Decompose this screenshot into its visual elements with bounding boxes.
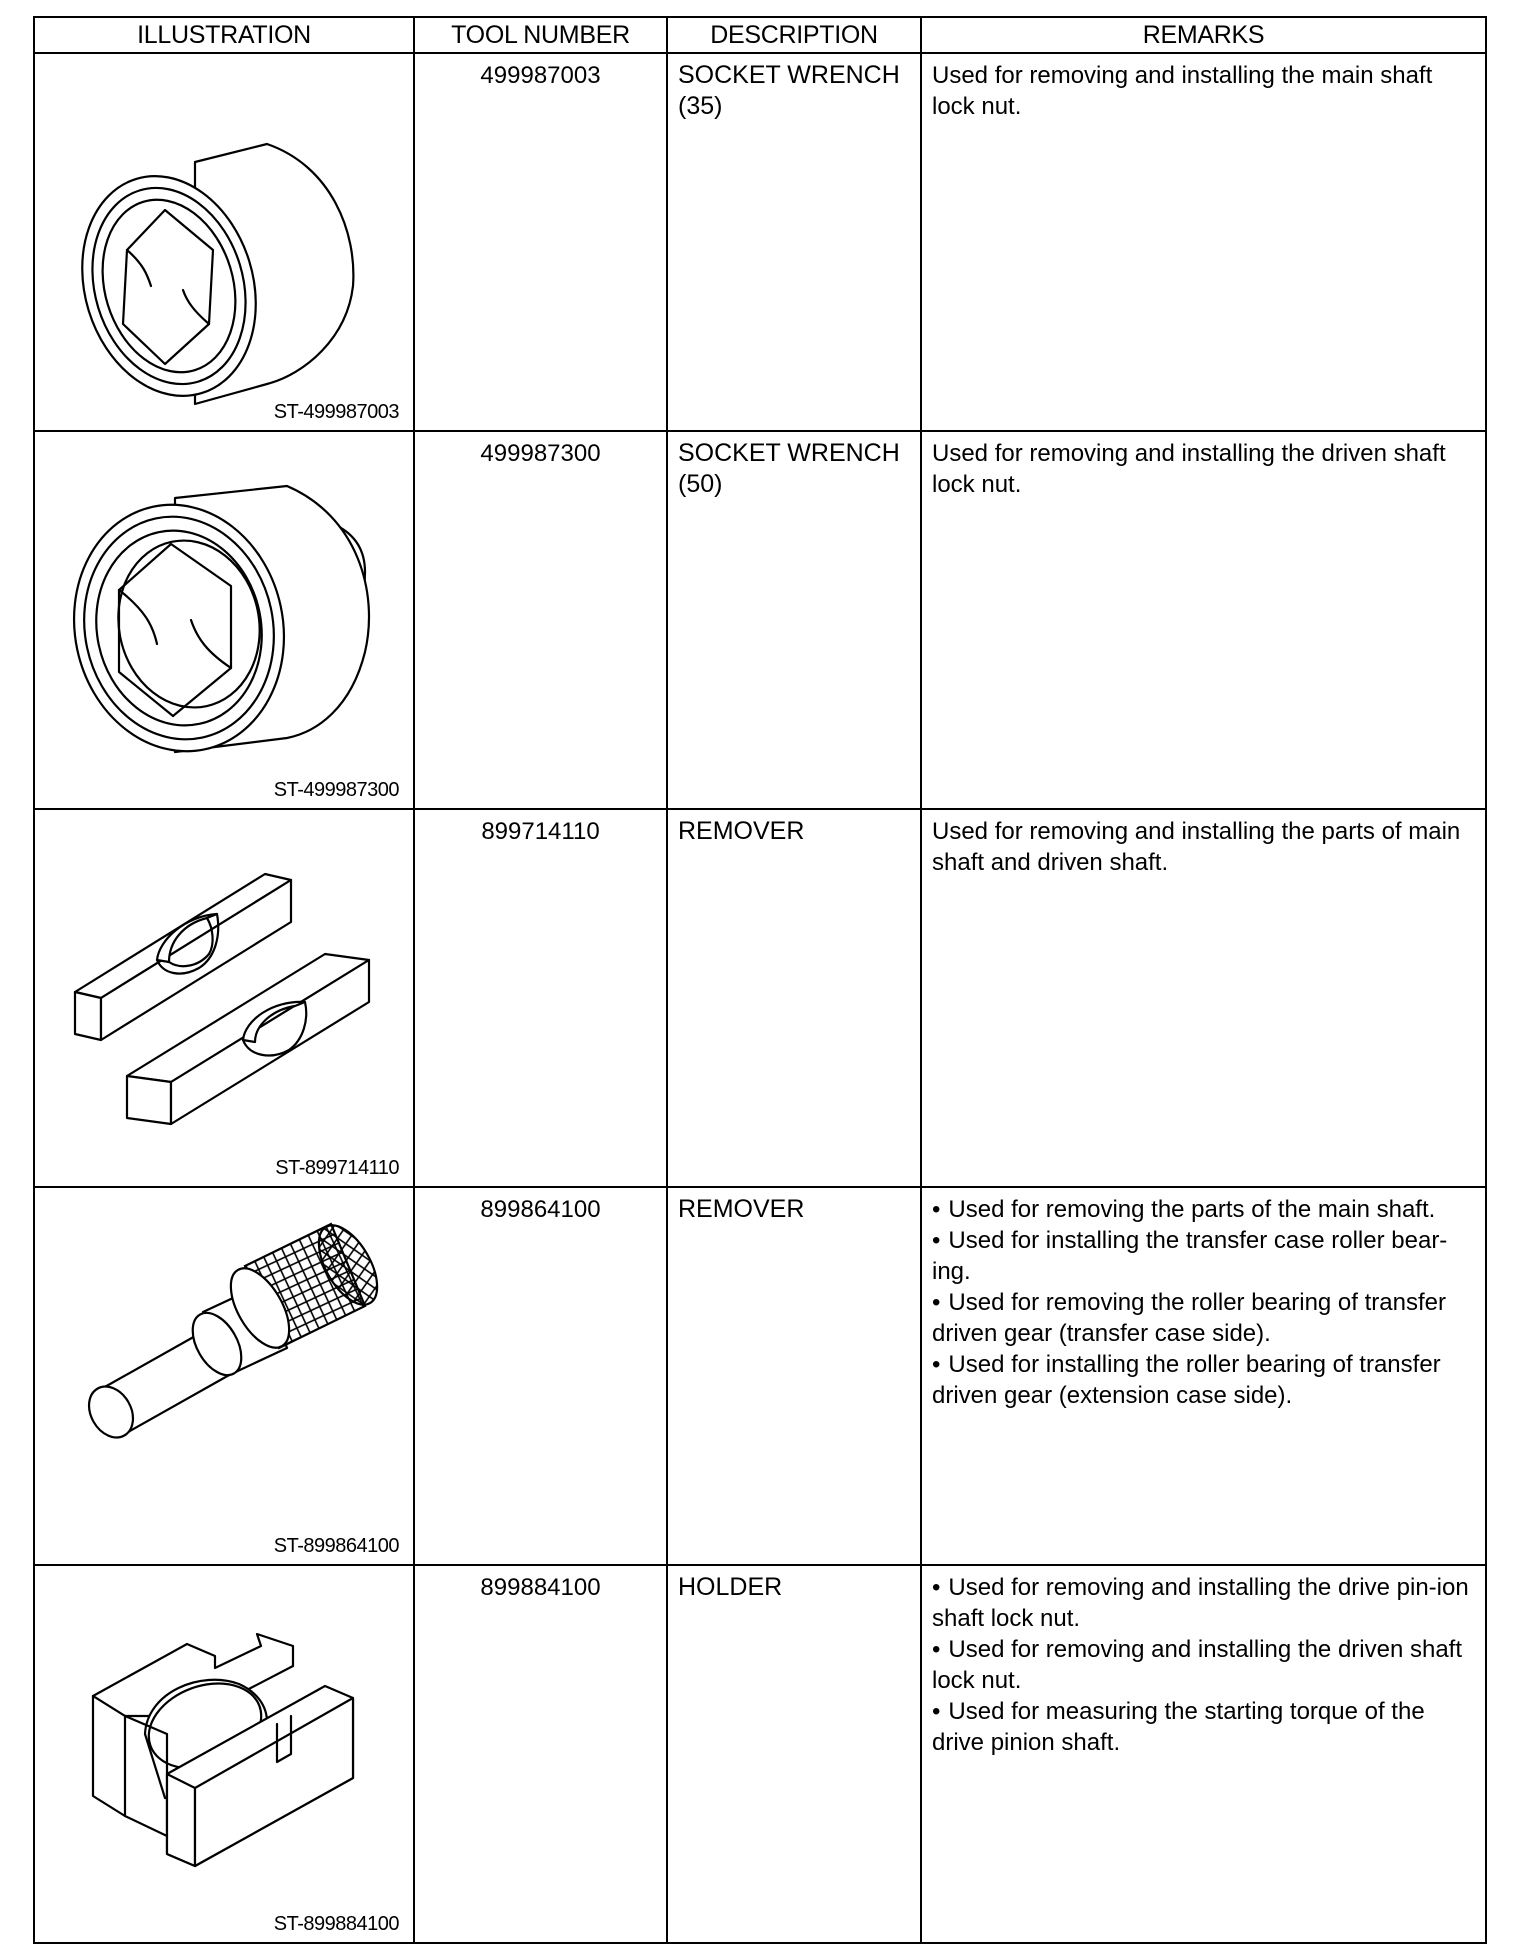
table-row [34, 809, 1486, 1187]
table-row [34, 53, 1486, 431]
header-illustration: ILLUSTRATION [34, 17, 414, 53]
remover-knurled-icon [35, 1188, 413, 1556]
illustration-label: ST-899864100 [273, 1535, 399, 1557]
tool-description: SOCKET WRENCH (50) [667, 431, 921, 809]
remark-item: • Used for installing the transfer case roller bear-ing. [932, 1227, 1448, 1285]
tool-number: 899864100 [414, 1187, 667, 1565]
tool-description: REMOVER [667, 1187, 921, 1565]
illustration-cell [34, 1565, 414, 1943]
tool-remarks [921, 431, 1486, 809]
tool-number: 499987003 [414, 53, 667, 431]
table-header-row [34, 17, 1486, 53]
tool-description: SOCKET WRENCH (35) [667, 53, 921, 431]
remark-text: Used for removing and installing the parts of main shaft and driven shaft. [932, 818, 1461, 876]
remark-text: Used for removing and installing the main shaft lock nut. [932, 62, 1433, 120]
bullet-icon: • [932, 1698, 941, 1725]
bullet-icon: • [932, 1289, 941, 1316]
remark-item: • Used for removing and installing the driven shaft lock nut. [932, 1636, 1463, 1694]
remark-item: • Used for measuring the starting torque of the drive pinion shaft. [932, 1698, 1425, 1756]
illustration-label: ST-499987003 [273, 401, 399, 423]
special-tools-table [33, 16, 1487, 1944]
illustration-label: ST-499987300 [273, 779, 399, 801]
tool-description: HOLDER [667, 1565, 921, 1943]
illustration-cell [34, 431, 414, 809]
header-remarks: REMARKS [921, 17, 1486, 53]
remark-item: • Used for removing the parts of the main shaft. [932, 1196, 1436, 1223]
illustration-cell [34, 53, 414, 431]
illustration-label: ST-899884100 [273, 1913, 399, 1935]
remark-item: • Used for installing the roller bearing of transfer driven gear (extension case side). [932, 1351, 1441, 1409]
table-row [34, 431, 1486, 809]
tool-remarks [921, 809, 1486, 1187]
bullet-icon: • [932, 1574, 941, 1601]
illustration-cell [34, 809, 414, 1187]
bullet-icon: • [932, 1351, 941, 1378]
remover-plates-icon [35, 810, 413, 1178]
bullet-icon: • [932, 1196, 941, 1223]
illustration-cell [34, 1187, 414, 1565]
remark-text: Used for removing and installing the driven shaft lock nut. [932, 440, 1446, 498]
tool-number: 499987300 [414, 431, 667, 809]
tool-number: 899884100 [414, 1565, 667, 1943]
remark-item: • Used for removing and installing the drive pin-ion shaft lock nut. [932, 1574, 1469, 1632]
socket-wrench-50-icon [35, 432, 413, 800]
tool-description: REMOVER [667, 809, 921, 1187]
table-row [34, 1187, 1486, 1565]
tool-number: 899714110 [414, 809, 667, 1187]
tool-remarks [921, 53, 1486, 431]
tool-remarks [921, 1565, 1486, 1943]
header-description: DESCRIPTION [667, 17, 921, 53]
illustration-label: ST-899714110 [275, 1157, 399, 1179]
remark-item: • Used for removing the roller bearing of transfer driven gear (transfer case side). [932, 1289, 1446, 1347]
socket-wrench-35-icon [35, 54, 413, 422]
tool-remarks [921, 1187, 1486, 1565]
table-row [34, 1565, 1486, 1943]
bullet-icon: • [932, 1636, 941, 1663]
bullet-icon: • [932, 1227, 941, 1254]
header-tool-number: TOOL NUMBER [414, 17, 667, 53]
holder-icon [35, 1566, 413, 1934]
